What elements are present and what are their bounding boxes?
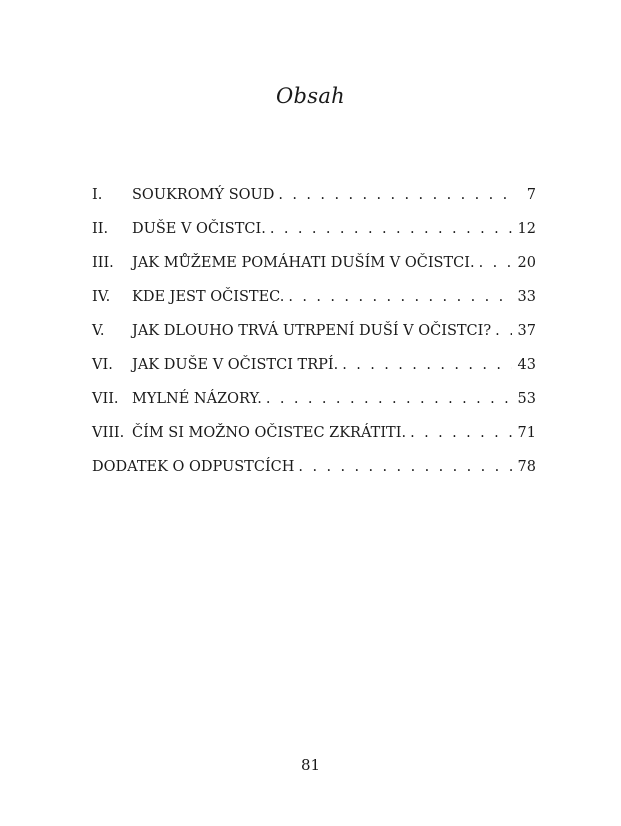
toc-entry-title: MYLNÉ NÁZORY. bbox=[132, 391, 262, 407]
toc-entry[interactable] bbox=[92, 280, 536, 314]
toc-entry-number: III. bbox=[92, 255, 114, 271]
toc-entry-page: 78 bbox=[517, 459, 536, 475]
dot-leader bbox=[298, 459, 511, 475]
toc-entry-title: SOUKROMÝ SOUD bbox=[132, 187, 275, 203]
toc-entry-number: VIII. bbox=[92, 425, 125, 441]
toc-entry[interactable] bbox=[92, 416, 536, 450]
toc-entry-page: 7 bbox=[526, 187, 536, 203]
toc-entry[interactable] bbox=[92, 178, 536, 212]
dot-leader bbox=[278, 187, 512, 203]
toc-entry[interactable] bbox=[92, 450, 536, 484]
toc-entry-title: DUŠE V OČISTCI. bbox=[132, 221, 266, 237]
toc-entry-title: DODATEK O ODPUSTCÍCH bbox=[92, 459, 295, 475]
toc-entry-page: 43 bbox=[517, 357, 536, 373]
toc-entry-number: II. bbox=[92, 221, 109, 237]
toc-entry-page: 71 bbox=[517, 425, 536, 441]
toc-entry-number: V. bbox=[92, 323, 105, 339]
toc-entry[interactable] bbox=[92, 314, 536, 348]
toc-entry-page: 37 bbox=[517, 323, 536, 339]
toc-entry[interactable] bbox=[92, 246, 536, 280]
dot-leader bbox=[266, 391, 512, 407]
table-of-contents bbox=[92, 178, 536, 484]
dot-leader bbox=[495, 323, 511, 339]
toc-entry[interactable] bbox=[92, 348, 536, 382]
toc-entry-number: I. bbox=[92, 187, 103, 203]
page-number: 81 bbox=[300, 756, 321, 774]
toc-entry[interactable] bbox=[92, 382, 536, 416]
toc-entry-title: JAK DLOUHO TRVÁ UTRPENÍ DUŠÍ V OČISTCI? bbox=[132, 323, 492, 339]
toc-entry[interactable] bbox=[92, 212, 536, 246]
toc-entry-page: 20 bbox=[517, 255, 536, 271]
toc-entry-title: KDE JEST OČISTEC. bbox=[132, 289, 285, 305]
toc-entry-page: 12 bbox=[517, 221, 536, 237]
dot-leader bbox=[288, 289, 511, 305]
toc-entry-number: VI. bbox=[92, 357, 113, 373]
dot-leader bbox=[410, 425, 511, 441]
toc-entry-title: JAK MŮŽEME POMÁHATI DUŠÍM V OČISTCI. bbox=[132, 255, 475, 271]
toc-entry-page: 33 bbox=[517, 289, 536, 305]
toc-entry-title: JAK DUŠE V OČISTCI TRPÍ. bbox=[132, 357, 339, 373]
toc-entry-page: 53 bbox=[517, 391, 536, 407]
toc-entry-number: IV. bbox=[92, 289, 111, 305]
dot-leader bbox=[342, 357, 511, 373]
dot-leader bbox=[479, 255, 512, 271]
toc-entry-title: ČÍM SI MOŽNO OČISTEC ZKRÁTITI. bbox=[132, 425, 407, 441]
toc-entry-number: VII. bbox=[92, 391, 119, 407]
page-title: Obsah bbox=[276, 84, 345, 108]
dot-leader bbox=[270, 221, 512, 237]
